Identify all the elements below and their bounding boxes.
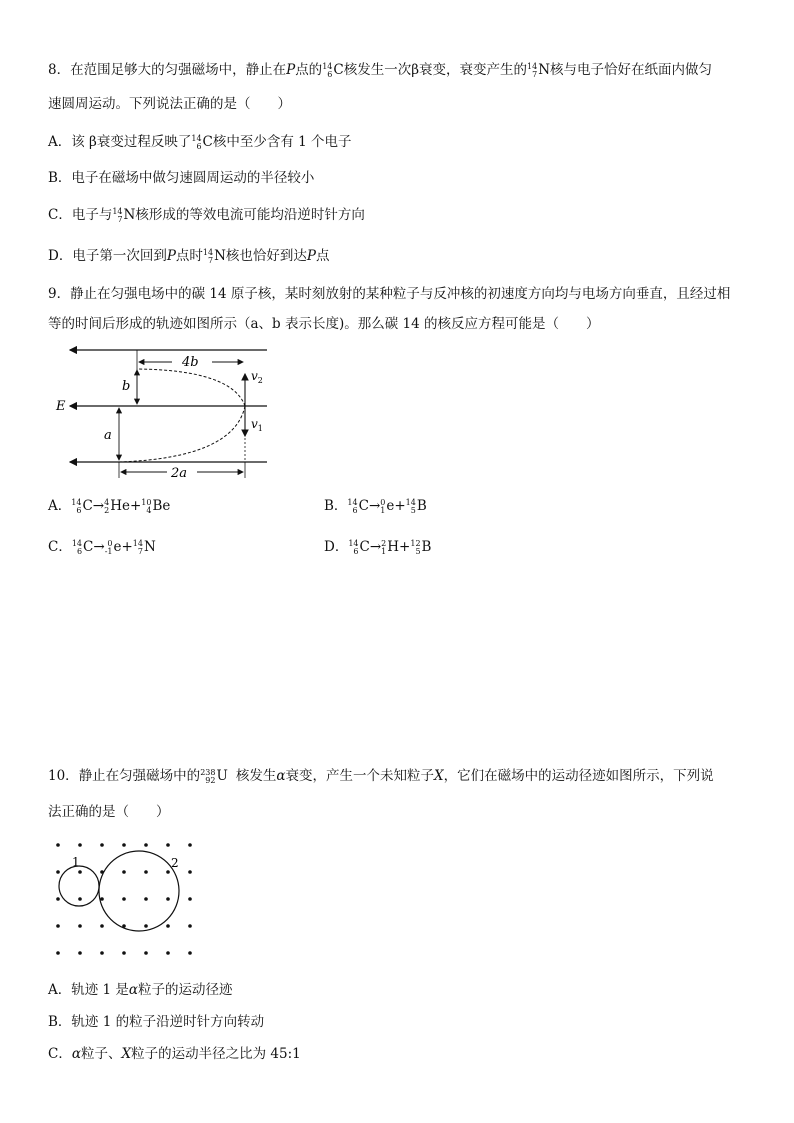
n14-nucleus: 14 7 N [527,61,551,79]
q10-figure [50,838,210,963]
q8-option-b[interactable]: B．电子在磁场中做匀速圆周运动的半径较小 [48,170,315,186]
label-4b: 4b [182,355,199,370]
q10-option-c[interactable]: C．α粒子、X粒子的运动半径之比为 45:1 [48,1046,301,1062]
label-E: E [56,399,66,414]
label-b: b [122,379,131,394]
label-2a: 2a [171,466,188,481]
track-2 [99,851,179,931]
q8-option-d[interactable]: D．电子第一次回到P点时 14 7 N核也恰好到达P点 [48,247,330,265]
label-v2: $v_2$ [251,369,263,385]
q10-line1: 10．静止在匀强磁场中的 238 92 U 核发生α衰变，产生一个未知粒子X，它们在磁场中的运动径迹如图所示，下列说 [48,767,714,785]
q9-figure [52,340,292,485]
q8-option-a[interactable]: A．该 β衰变过程反映了 14 6 C核中至少含有 1 个电子 [48,133,352,151]
q8-line2: 速圆周运动。下列说法正确的是（ ） [48,96,291,112]
q9-option-c[interactable]: C． 14 6 C→ 0 -1 e+ 14 7 N [48,538,156,556]
label-track-2: 2 [171,856,179,870]
c14-nucleus: 14 6 C [322,61,344,79]
u238-nucleus: 238 92 U [200,767,228,785]
q9-line2: 等的时间后形成的轨迹如图所示（a、b 表示长度)。那么碳 14 的核反应方程可能是（ ） [48,316,600,332]
label-a: a [104,428,112,443]
q9-line1: 9．静止在匀强电场中的碳 14 原子核，某时刻放射的某种粒子与反冲核的初速度方向均与电场方向垂直，且经过相 [48,286,731,302]
q9-option-d[interactable]: D． 14 6 C→ 2 1 H+ 12 5 B [324,538,432,556]
q10-option-b[interactable]: B．轨迹 1 的粒子沿逆时针方向转动 [48,1014,265,1030]
q8-line1: 8．在范围足够大的匀强磁场中，静止在P点的 14 6 C核发生一次β衰变，衰变产生的 14 7 N核与电子恰好在纸面内做匀 [48,61,713,79]
q10-option-a[interactable]: A．轨迹 1 是α粒子的运动径迹 [48,982,233,998]
label-v1: $v_1$ [251,417,263,433]
trajectory-lower [119,406,245,462]
trajectory-upper [137,369,245,406]
q9-option-a[interactable]: A． 14 6 C→ 4 2 He+ 10 4 Be [48,497,171,515]
q10-line2: 法正确的是（ ） [48,804,170,820]
q8-option-c[interactable]: C．电子与 14 7 N核形成的等效电流可能均沿逆时针方向 [48,206,365,224]
q9-option-b[interactable]: B． 14 6 C→ 0 1 e+ 14 5 B [324,497,427,515]
label-track-1: 1 [72,855,80,869]
